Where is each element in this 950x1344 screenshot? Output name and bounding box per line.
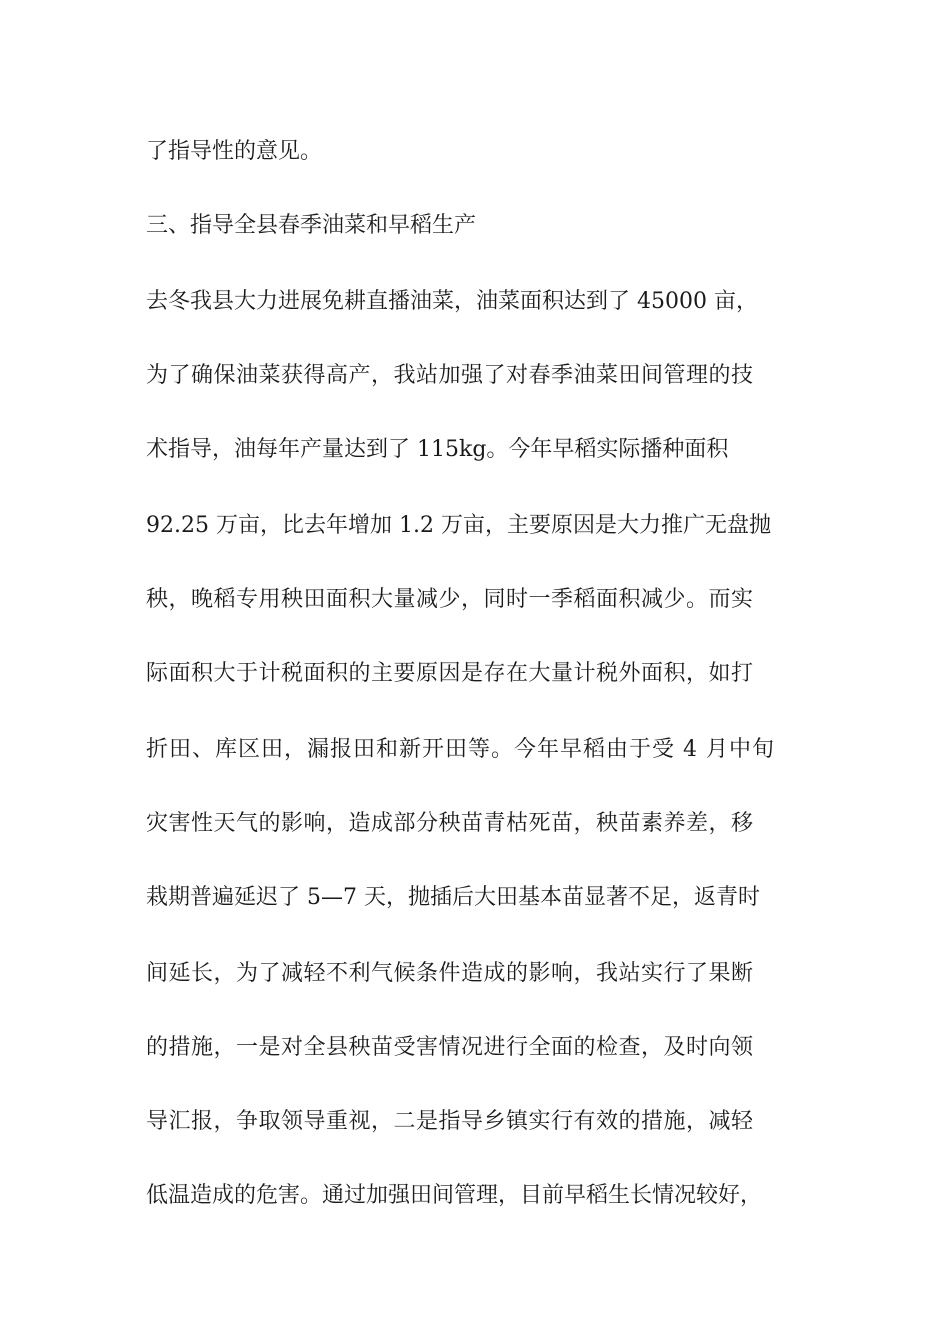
section-heading: 三、指导全县春季油菜和早稻生产 bbox=[146, 213, 477, 238]
paragraph-line: 92.25 万亩，比去年增加 1.2 万亩，主要原因是大力推广无盘抛 bbox=[146, 513, 771, 538]
paragraph-line: 术指导，油每年产量达到了 115kg。今年早稻实际播种面积 bbox=[146, 437, 729, 462]
paragraph-line: 秧，晚稻专用秧田面积大量减少，同时一季稻面积减少。而实 bbox=[146, 587, 754, 612]
paragraph-line: 了指导性的意见。 bbox=[146, 139, 323, 164]
paragraph-line: 去冬我县大力进展免耕直播油菜，油菜面积达到了 45000 亩， bbox=[146, 289, 758, 314]
paragraph-line: 际面积大于计税面积的主要原因是存在大量计税外面积，如打 bbox=[146, 661, 754, 686]
paragraph-line: 间延长，为了减轻不利气候条件造成的影响，我站实行了果断 bbox=[146, 961, 754, 986]
paragraph-line: 为了确保油菜获得高产，我站加强了对春季油菜田间管理的技 bbox=[146, 363, 754, 388]
paragraph-line: 导汇报，争取领导重视，二是指导乡镇实行有效的措施，减轻 bbox=[146, 1109, 754, 1134]
paragraph-line: 折田、库区田，漏报田和新开田等。今年早稻由于受 4 月中旬 bbox=[146, 737, 775, 762]
paragraph-line: 灾害性天气的影响，造成部分秧苗青枯死苗，秧苗素养差，移 bbox=[146, 811, 754, 836]
paragraph-line: 栽期普遍延迟了 5—7 天，抛插后大田基本苗显著不足，返青时 bbox=[146, 885, 760, 910]
paragraph-line: 的措施，一是对全县秧苗受害情况进行全面的检查，及时向领 bbox=[146, 1035, 754, 1060]
paragraph-line: 低温造成的危害。通过加强田间管理，目前早稻生长情况较好， bbox=[146, 1183, 763, 1208]
